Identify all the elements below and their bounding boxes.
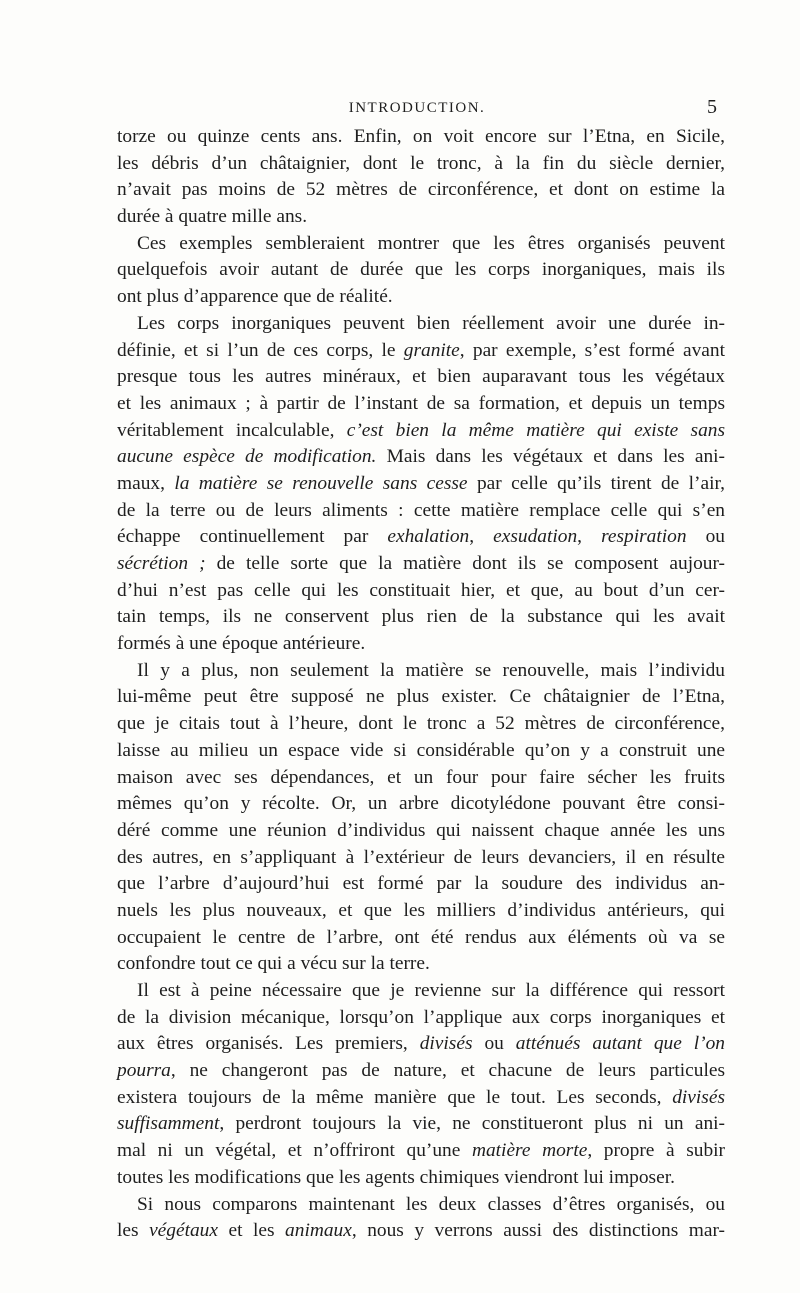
text-line [117, 818, 725, 845]
text-line [117, 311, 725, 338]
text-run: maux, [117, 472, 175, 494]
text-line [117, 1058, 725, 1085]
text-line [117, 364, 725, 391]
text-run: de la division mécanique, lorsqu’on l’applique aux corps inorganiques et [117, 1006, 725, 1028]
text-line [117, 124, 725, 151]
text-line [117, 765, 725, 792]
text-run: que l’arbre d’aujourd’hui est formé par la soudure des individus an- [117, 873, 725, 895]
paragraph [117, 978, 725, 1192]
text-run: quelquefois avoir autant de durée que les corps inorganiques, mais ils [117, 259, 725, 281]
text-line [117, 871, 725, 898]
text-run: n’avait pas moins de 52 mètres de circonférence, et dont on estime la [117, 179, 725, 201]
text-run: mal ni un végétal, et n’offriront qu’une [117, 1140, 472, 1162]
text-line [117, 284, 725, 311]
italic-text: végétaux [149, 1220, 218, 1242]
text-line [117, 604, 725, 631]
text-line [117, 1085, 725, 1112]
text-line [117, 791, 725, 818]
text-run: ou [472, 1033, 516, 1055]
text-line [117, 1165, 725, 1192]
text-line [117, 711, 725, 738]
text-line [117, 1218, 725, 1245]
text-line [117, 498, 725, 525]
text-line [117, 898, 725, 925]
text-run: durée à quatre mille ans. [117, 206, 308, 228]
text-run: confondre tout ce qui a vécu sur la terre. [117, 953, 430, 975]
text-line [117, 1005, 725, 1032]
text-run: les [117, 1220, 150, 1242]
text-run: véritablement incalculable, [117, 419, 347, 441]
text-run: tain temps, ils ne conservent plus rien de la substance qui les avait [117, 606, 725, 628]
text-run: , propre à subir [587, 1140, 725, 1162]
italic-text: suffisamment [117, 1113, 220, 1135]
text-run: lui-même peut être supposé ne plus exister. Ce châtaignier de l’Etna, [117, 686, 725, 708]
paragraph [117, 311, 725, 658]
text-line [117, 204, 725, 231]
text-run: échappe continuellement par [117, 526, 388, 548]
text-run: et les animaux ; à partir de l’instant de sa formation, et depuis un temps [117, 392, 725, 414]
text-line [117, 845, 725, 872]
body-text [117, 124, 725, 1245]
text-line [117, 151, 725, 178]
text-line [117, 444, 725, 471]
text-line [117, 231, 725, 258]
text-run: toutes les modifications que les agents chimiques viendront lui imposer. [117, 1166, 675, 1188]
text-run: torze ou quinze cents ans. Enfin, on voit encore sur l’Etna, en Sicile, [117, 126, 725, 147]
text-run: définie, et si l’un de ces corps, le [117, 339, 404, 361]
text-line [117, 684, 725, 711]
italic-text: divisés [672, 1086, 725, 1108]
text-run: , [577, 526, 602, 548]
text-run: d’hui n’est pas celle qui les constituait hier, et que, au bout d’un cer- [117, 579, 725, 601]
text-line [117, 1138, 725, 1165]
text-line [117, 1192, 725, 1219]
paragraph [117, 124, 725, 231]
text-line [117, 631, 725, 658]
text-run: Mais dans les végétaux et dans les ani- [376, 446, 725, 468]
text-run: déré comme une réunion d’individus qui naissent chaque année les uns [117, 819, 725, 841]
text-line [117, 978, 725, 1005]
text-run: ont plus d’apparence que de réalité. [117, 286, 393, 308]
text-run: , nous y verrons aussi des distinctions mar- [351, 1220, 726, 1242]
text-run: , par exemple, s’est formé avant [459, 339, 726, 361]
text-run: de telle sorte que la matière dont ils se composent aujour- [205, 553, 725, 574]
running-head: INTRODUCTION. [348, 100, 486, 116]
paragraph [117, 658, 725, 978]
text-run: existera toujours de la même manière que le tout. Les seconds, [117, 1086, 673, 1108]
italic-text: pourra [117, 1060, 171, 1082]
text-line [117, 418, 725, 445]
text-line [117, 738, 725, 765]
text-run: Il est à peine nécessaire que je revienne sur la différence qui ressort [137, 980, 725, 1001]
text-run: , perdront toujours la vie, ne constitueront plus ni un ani- [219, 1113, 725, 1135]
text-run: laisse au milieu un espace vide si considérable qu’on y a construit une [117, 739, 725, 761]
text-line [117, 578, 725, 605]
text-run: ou [686, 526, 725, 548]
text-run: , ne changeront pas de nature, et chacune de leurs particules [170, 1060, 725, 1082]
text-run: et les [217, 1220, 286, 1242]
text-line [117, 257, 725, 284]
text-line [117, 391, 725, 418]
text-line [117, 338, 725, 365]
text-line [117, 177, 725, 204]
text-run: Il y a plus, non seulement la matière se renouvelle, mais l’individu [137, 659, 725, 681]
text-run: de la terre ou de leurs aliments : cette matière remplace celle qui s’en [117, 499, 725, 521]
text-line [117, 524, 725, 551]
text-line [117, 1111, 725, 1138]
italic-text: atténués autant que l’on [515, 1033, 726, 1055]
text-run: presque tous les autres minéraux, et bien auparavant tous les végétaux [117, 366, 725, 388]
text-run: des autres, en s’appliquant à l’extérieur de leurs devanciers, il en résulte [117, 846, 725, 868]
page-number: 5 [707, 96, 717, 118]
italic-text: aucune espèce de modification. [117, 446, 377, 468]
text-line [117, 951, 725, 978]
text-run: Les corps inorganiques peuvent bien réellement avoir une durée in- [137, 312, 725, 334]
italic-text: matière morte [471, 1140, 588, 1162]
text-run: Ces exemples sembleraient montrer que les êtres organisés peuvent [137, 232, 725, 254]
text-line [117, 1031, 725, 1058]
paragraph [117, 1192, 725, 1245]
text-run: aux êtres organisés. Les premiers, [117, 1033, 420, 1055]
text-run: que je citais tout à l’heure, dont le tronc a 52 mètres de circonférence, [117, 713, 725, 735]
text-run: formés à une époque antérieure. [117, 633, 366, 655]
italic-text: exsudation [493, 526, 578, 548]
text-run: Si nous comparons maintenant les deux classes d’êtres organisés, ou [137, 1193, 725, 1215]
italic-text: c’est bien la même matière qui existe sans [346, 419, 726, 441]
italic-text: sécrétion ; [117, 553, 206, 574]
paragraph [117, 231, 725, 311]
italic-text: respiration [601, 526, 687, 548]
text-line [117, 658, 725, 685]
text-line [117, 471, 725, 498]
text-run: nuels les plus nouveaux, et que les milliers d’individus antérieurs, qui [117, 899, 725, 921]
italic-text: granite [403, 339, 460, 361]
text-run: maison avec ses dépendances, et un four pour faire sécher les fruits [117, 766, 725, 788]
text-run: par celle qu’ils tirent de l’air, [467, 472, 726, 494]
text-line [117, 551, 725, 578]
italic-text: exhalation [387, 526, 470, 548]
page-header [117, 96, 717, 124]
italic-text: divisés [419, 1033, 473, 1055]
text-run: les débris d’un châtaignier, dont le tronc, à la fin du siècle dernier, [117, 152, 725, 174]
italic-text: la matière se renouvelle sans cesse [174, 472, 468, 494]
italic-text: animaux [285, 1220, 352, 1242]
text-line [117, 925, 725, 952]
text-run: mêmes qu’on y récolte. Or, un arbre dicotylédone pouvant être consi- [117, 793, 725, 815]
text-run: occupaient le centre de l’arbre, ont été rendus aux éléments où va se [117, 926, 725, 948]
text-run: , [469, 526, 494, 548]
